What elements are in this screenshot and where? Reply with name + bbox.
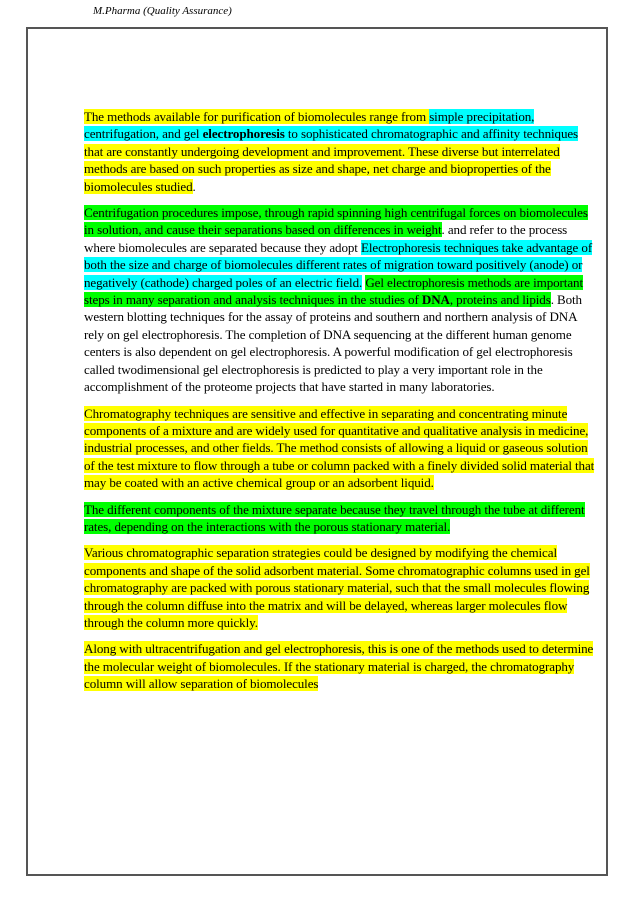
highlighted-text: Centrifugation procedures impose, through rapid spinning high centrifugal forces on biomolecules in solution, and cause their separations based on differences in weight xyxy=(84,205,588,238)
highlighted-text: to sophisticated chromatographic and affinity techniques xyxy=(284,126,579,142)
highlighted-text: simple precipitation, centrifugation, and gel xyxy=(84,109,535,142)
highlighted-text: , proteins and lipids xyxy=(449,292,551,308)
highlighted-text: . Both western blotting techniques for the assay of proteins and southern and northern analysis of DNA rely on gel electrophoresis. The completion of DNA sequencing at the different human genome centers is also dependent on gel electrophoresis. A powerful modification of gel electrophoresis called twodimensional gel electrophoresis is predicted to play a very important role in the accomplishment of the proteome projects that have started in many laboratories. xyxy=(84,292,582,395)
page-header: M.Pharma (Quality Assurance) xyxy=(93,5,232,17)
paragraph-centrifugation-electrophoresis xyxy=(84,204,596,395)
highlighted-text: Gel electrophoresis methods are important steps in many separation and analysis techniques in the studies of xyxy=(84,274,583,308)
paragraph-molecular-weight xyxy=(84,640,596,692)
highlighted-text: The methods available for purification of biomolecules range from xyxy=(84,109,430,124)
paragraph-separation-strategies xyxy=(84,544,596,631)
document-body xyxy=(84,108,596,702)
highlighted-text: The different components of the mixture separate because they travel through the tube at different rates, depending on the interactions with the porous stationary material. xyxy=(84,501,585,534)
highlighted-text: . and refer to the process where biomolecules are separated because they adopt xyxy=(84,222,568,255)
highlighted-text: Various chromatographic separation strategies could be designed by modifying the chemical components and shape of the solid adsorbent material. Some chromatographic columns used in gel chromatography are packed with porous stationary material, such that the small molecules flowing through the column diffuse into the matrix and will be delayed, whereas larger molecules flow through the column more quickly. xyxy=(84,545,590,630)
highlighted-text: Along with ultracentrifugation and gel electrophoresis, this is one of the methods used to determine the molecular weight of biomolecules. If the stationary material is charged, the chromatography column will allow separation of biomolecules xyxy=(84,641,594,692)
bold-term: DNA xyxy=(421,292,450,308)
paragraph-chromatography-techniques xyxy=(84,405,596,492)
highlighted-text: Electrophoresis techniques take advantage of both the size and charge of biomolecules different rates of migration toward positively (anode) or negatively (cathode) charged poles of an electric field. xyxy=(84,239,593,290)
highlighted-text: that are constantly undergoing development and improvement. These diverse but interrelated methods are based on such properties as size and shape, net charge and bioproperties of the biomolecules studied xyxy=(84,143,560,194)
highlighted-text: . xyxy=(192,178,196,194)
paragraph-component-separation xyxy=(84,501,596,536)
paragraph-purification-methods xyxy=(84,108,596,195)
bold-term: electrophoresis xyxy=(202,126,285,142)
highlighted-text: Chromatography techniques are sensitive and effective in separating and concentrating minute components of a mixture and are widely used for quantitative and qualitative analysis in medicine, industrial processes, and other fields. The method consists of allowing a liquid or gaseous solution of the test mixture to flow through a tube or column packed with a finely divided solid material that may be coated with an active chemical group or an adsorbent liquid. xyxy=(84,405,595,491)
